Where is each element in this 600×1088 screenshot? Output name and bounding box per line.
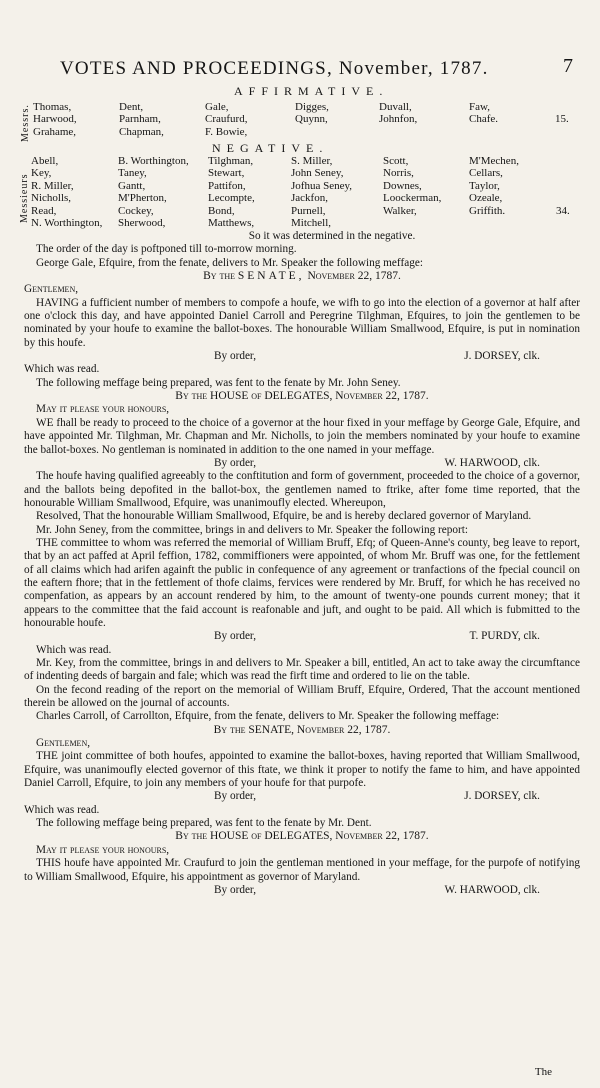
negative-vote [0, 143, 600, 233]
member-name: N. Worthington, [31, 216, 103, 229]
member-name: Nicholls, [31, 192, 72, 205]
heading-part: SENATE, [237, 270, 305, 283]
signature-line [24, 457, 580, 470]
paragraph: Charles Carroll, of Carrollton, Efquire, from the fenate, delivers to Mr. Speaker the following meffage: [36, 710, 500, 723]
salutation: May it please your honours, [36, 843, 170, 856]
member-name [379, 126, 469, 138]
member-name: B. Worthington, [118, 155, 189, 167]
member-name: Quynn, [295, 113, 328, 126]
member-name: Matthews, [208, 216, 255, 229]
member-name: Read, [31, 204, 57, 217]
affirmative-heading: AFFIRMATIVE. [234, 84, 389, 98]
determined-line: So it was determined in the negative. [248, 230, 416, 242]
signature-line [24, 350, 580, 363]
member-name: Walker, [383, 204, 417, 217]
member-name: Tilghman, [208, 155, 254, 167]
signature-label: By order, [214, 350, 257, 363]
member-name: Craufurd, [205, 113, 248, 126]
paragraph: Which was read. [36, 643, 112, 656]
heading-part: November 22, 1787. [307, 270, 401, 283]
member-name: Norris, [383, 167, 414, 180]
member-name: Downes, [383, 179, 422, 192]
paragraph: On the fecond reading of the report on the memorial of William Bruff, Efquire, Ordered, That the account mentioned therein be allowed on the journal of accounts. [24, 683, 580, 710]
member-name: Dent, [119, 101, 144, 113]
signature-line [24, 630, 580, 643]
running-title: VOTES AND PROCEEDINGS, November, 1787. [60, 58, 489, 79]
member-name: M'Mechen, [469, 155, 519, 167]
member-name: Gantt, [118, 179, 146, 192]
proceedings-text [24, 230, 580, 897]
affirmative-messrs-label: Messrs. [20, 104, 31, 142]
member-name: Cellars, [469, 167, 503, 180]
signature-name: J. DORSEY, clk. [464, 350, 540, 363]
paragraph: The order of the day is poftponed till to-morrow morning. [36, 243, 297, 256]
member-name: Key, [31, 167, 52, 180]
member-name: Harwood, [33, 113, 77, 126]
signature-label: By order, [214, 883, 257, 896]
paragraph: Resolved, That the honourable William Smallwood, Efquire, be and is hereby declared governor of Maryland. [36, 510, 532, 523]
paragraph: Mr. Key, from the committee, brings in and delivers to Mr. Speaker a bill, entitled, An act to take away the circumftance of indenting deeds of bargain and fale; which was read the firft time and ordered to lie on the table. [24, 657, 580, 683]
signature-name: J. DORSEY, clk. [464, 790, 540, 803]
signature-name: T. PURDY, clk. [469, 630, 540, 643]
signature-name: W. HARWOOD, clk. [444, 883, 540, 896]
negative-messrs-label: Messieurs [19, 173, 30, 223]
member-name: Gale, [205, 101, 229, 113]
member-name: Digges, [295, 101, 329, 113]
paragraph: WE fhall be ready to proceed to the choice of a governor at the hour fixed in your meffage by George Gale, Efquire, and have appointed Mr. Tilghman, Mr. Chapman and Mr. Nicholls, to join the members nominated by your houfe to examine the ballot-boxes. No gentleman is nominated in addition to the one named in your meffage. [24, 416, 580, 456]
member-name: Bond, [208, 204, 235, 217]
negative-heading: NEGATIVE. [212, 141, 329, 155]
negative-tally: 34. [556, 205, 570, 217]
member-name: M'Pherton, [118, 192, 167, 205]
senate-heading [24, 270, 580, 283]
signature-label: By order, [214, 790, 257, 803]
member-name: Grahame, [33, 125, 77, 138]
member-name: S. Miller, [291, 155, 333, 167]
member-name: Stewart, [208, 167, 245, 180]
member-name: Thomas, [33, 101, 72, 113]
member-name: Loockerman, [383, 192, 442, 205]
page-number: 7 [563, 55, 573, 77]
member-name: Ozeale, [469, 192, 503, 205]
signature-name: W. HARWOOD, clk. [444, 456, 540, 469]
member-name: Jackfon, [291, 192, 328, 205]
signature-line [24, 790, 580, 803]
member-name: John Seney, [291, 167, 344, 180]
member-name: Johnfon, [379, 113, 418, 126]
salutation: May it please your honours, [36, 403, 170, 416]
member-name: Taylor, [469, 179, 500, 192]
salutation: Gentlemen, [36, 737, 91, 750]
house-heading: By the HOUSE of DELEGATES, November 22, 1787. [175, 830, 429, 843]
member-name: Pattifon, [208, 179, 246, 192]
signature-line [24, 884, 580, 897]
member-name: Jofhua Seney, [291, 179, 352, 192]
signature-label: By order, [214, 630, 257, 643]
member-name [469, 217, 549, 229]
member-name [469, 126, 519, 138]
member-name: Purnell, [291, 204, 326, 217]
paragraph: Mr. John Seney, from the committee, brings in and delivers to Mr. Speaker the following report: [36, 523, 468, 536]
affirmative-tally: 15. [555, 113, 569, 125]
member-name: Scott, [383, 155, 409, 167]
member-name: Chapman, [119, 125, 164, 138]
member-name: Faw, [469, 101, 490, 113]
signature-label: By order, [214, 456, 257, 469]
member-name: Parnham, [119, 113, 161, 126]
paragraph: The houfe having qualified agreeably to the conftitution and form of government, proceeded to the choice of a governor, and the ballots being depofited in the ballot-box, the gentlemen named to ftrike, after fome time reported, that the honourable William Smallwood, Efquire, was unanimoufly elected. Whereupon, [24, 470, 580, 509]
member-name [383, 217, 469, 229]
senate-heading: By the SENATE, November 22, 1787. [213, 723, 391, 736]
member-name: Griffith. [469, 204, 506, 217]
member-name: Cockey, [118, 204, 154, 217]
salutation: Gentlemen, [24, 283, 79, 296]
member-name: Taney, [118, 167, 147, 180]
paragraph: George Gale, Efquire, from the fenate, delivers to Mr. Speaker the following meffage: [36, 256, 423, 269]
paragraph: THE joint committee of both houfes, appointed to examine the ballot-boxes, having reported that William Smallwood, Efquire, was unanimoufly elected governor of this ftate, we think it proper to notify the fame to him, and have appointed Daniel Carroll, Efquire, to join any members of your houfe for that purpofe. [24, 750, 580, 790]
member-name: Abell, [31, 155, 59, 167]
negative-names [31, 155, 549, 229]
member-name: Chafe. [469, 113, 499, 126]
page-header [0, 54, 600, 82]
paragraph: The following meffage being prepared, was fent to the fenate by Mr. Dent. [36, 817, 372, 830]
house-heading: By the HOUSE of DELEGATES, November 22, 1787. [175, 390, 429, 403]
paragraph: Which was read. [24, 803, 100, 816]
affirmative-names [33, 101, 519, 138]
member-name: Duvall, [379, 101, 412, 113]
member-name: R. Miller, [31, 179, 74, 192]
catchword: The [534, 1066, 552, 1078]
member-name [295, 126, 379, 138]
paragraph: HAVING a fufficient number of members to compofe a houfe, we wifh to go into the election of a governor at half after one o'clock this day, and have appointed Daniel Carroll and Peregrine Tilghman, Efquires, to join the gentlemen to be nominated by your houfe to examine the ballot-boxes. The honourable William Smallwood, Efquire, is put in nomination by this houfe. [24, 296, 580, 349]
paragraph: Which was read. [24, 363, 100, 376]
member-name: Lecompte, [208, 192, 255, 205]
affirmative-vote [0, 84, 600, 144]
paragraph: THE committee to whom was referred the memorial of William Bruff, Efq; of Queen-Anne's county, beg leave to report, that by an act paffed at April feffion, 1782, commiffioners were appointed, of whom Mr. Bruff was one, for the fettlement of all claims which had arifen againft the public in confequence of any agreement or tranfactions of the fpecial council on the eaftern fhore; that in the fettlement of thofe claims, fervices were rendered by Mr. Bruff, for which he has received no compenfation, as appears by an account rendered by him, to the amount of twenty-one pounds current money; that it appears to the committee that the faid account is reafonable and juft, and ought to be paid. All which is fubmitted to the honourable houfe. [24, 536, 580, 629]
member-name: F. Bowie, [205, 125, 248, 138]
paragraph: The following meffage being prepared, was fent to the fenate by Mr. John Seney. [36, 376, 401, 389]
member-name: Mitchell, [291, 216, 332, 229]
heading-part: By the [203, 270, 235, 283]
paragraph: THIS houfe have appointed Mr. Craufurd to join the gentleman mentioned in your meffage, for the purpofe of notifying to William Smallwood, Efquire, his appointment as governor of Maryland. [24, 857, 580, 883]
member-name: Sherwood, [118, 216, 166, 229]
